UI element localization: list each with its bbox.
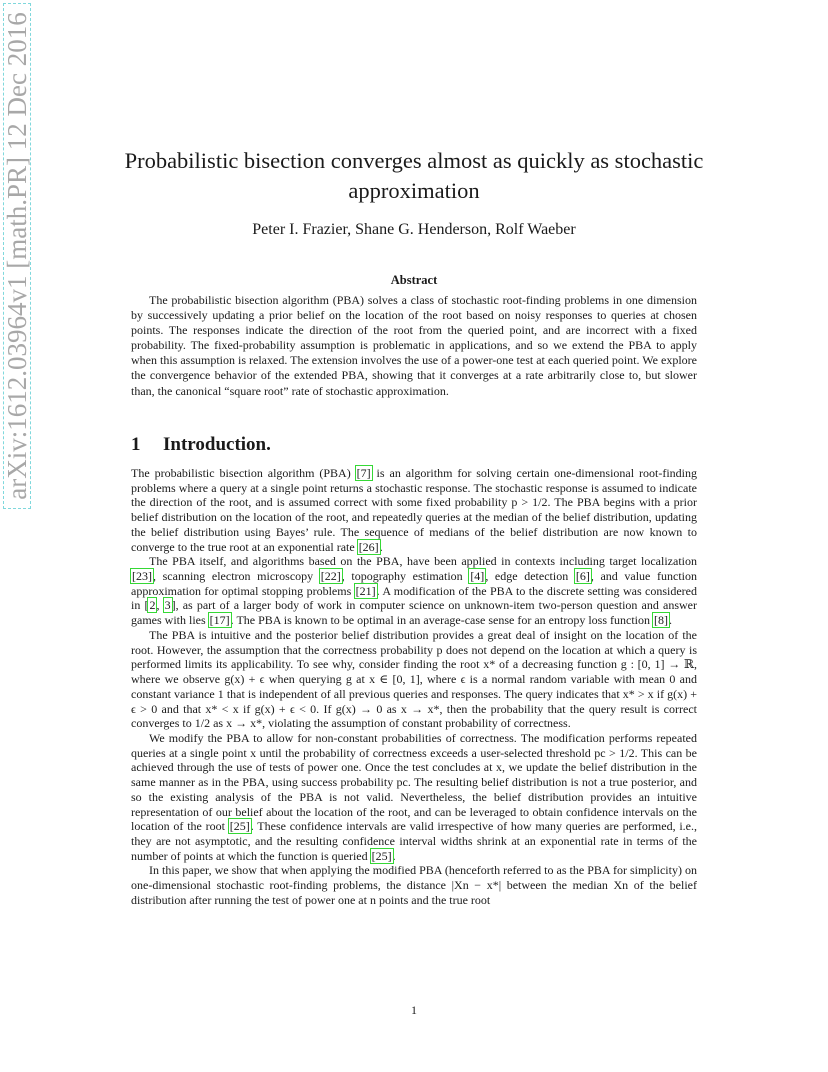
- text-run: , and value function approximation for optimal stopping problems: [131, 569, 697, 598]
- section-title: Introduction.: [163, 434, 271, 455]
- text-run: The PBA itself, and algorithms based on the PBA, have been applied in contexts including target localization: [149, 554, 697, 569]
- text-run: The probabilistic bisection algorithm (PBA): [131, 466, 356, 480]
- citation-link[interactable]: [17]: [209, 613, 230, 628]
- paragraph: The PBA is intuitive and the posterior belief distribution provides a great deal of insight on the location of the root. However, the assumption that the correctness probability p does not depend on the location at which a query is performed limits its applicability. To see why, consider finding the root x* of a decreasing function g : [0, 1] → ℝ, where we observe g(x) + ϵ when querying g at x ∈ [0, 1], where ϵ is a normal random variable with mean 0 and constant variance 1 that is independent of all previous queries and responses. The query indicates that x* > x if g(x) + ϵ > 0 and that x* < x if g(x) + ϵ < 0. If g(x) → 0 as x → x*, then the probability that the query result is correct converges to 1/2 as x → x*, violating the assumption of constant probability of correctness.: [131, 627, 697, 731]
- abstract-heading: Abstract: [390, 273, 438, 287]
- citation-link[interactable]: [23]: [132, 569, 152, 584]
- text-run: . These confidence intervals are valid irrespective of how many queries are performed, i.e., they are not asymptotic, and the resulting confidence interval widths shrink at an exponential rate in terms of the number of points at which the function is queried: [131, 819, 698, 863]
- arxiv-identifier[interactable]: arXiv:1612.03964v1 [math.PR] 12 Dec 2016: [0, 0, 34, 512]
- abstract-text: The probabilistic bisection algorithm (PBA) solves a class of stochastic root-finding problems in one dimension by successively updating a prior belief on the location of the root based on noisy responses to queries at chosen points. The responses indicate the direction of the root from the queried point, and are incorrect with a fixed probability. The fixed-probability assumption is problematic in applications, and so we extend the PBA to apply when this assumption is relaxed. The extension involves the use of a power-one test at each queried point. We explore the convergence behavior of the extended PBA, showing that it converges at a rate arbitrarily close to, but slower than, the canonical “square root” rate of stochastic approximation.: [131, 293, 697, 398]
- text-run: . A modification of the PBA to the discrete setting was considered in [: [131, 583, 697, 613]
- citation-link[interactable]: [4]: [470, 569, 485, 584]
- paragraph: In this paper, we show that when applying the modified PBA (henceforth referred to as the PBA for simplicity) on one-dimensional stochastic root-finding problems, the distance |Xn − x*| between the median Xn of the belief distribution after running the test of power one at n points and the true root: [131, 863, 697, 907]
- citation-link[interactable]: 3: [164, 598, 171, 613]
- text-run: . The PBA is known to be optimal in an average-case sense for an entropy loss function: [230, 613, 654, 628]
- paragraph: [131, 466, 697, 554]
- citation-link[interactable]: [21]: [355, 583, 376, 598]
- citation-link[interactable]: [25]: [371, 848, 392, 863]
- text-run: , edge detection: [485, 569, 575, 584]
- text-run: ,: [156, 598, 164, 613]
- text-run: , topography estimation: [341, 569, 470, 584]
- text-run: We modify the PBA to allow for non-constant probabilities of correctness. The modification performs repeated queries at a single point x until the probability of correctness exceeds a user-selected threshold pc > 1/2. This can be achieved through the use of tests of power one. Once the test concludes at x, we update the belief distribution in the same manner as in the PBA, using success probability pc. The resulting belief distribution is not a true posterior, and so the existing analysis of the PBA is not valid. Nevertheless, the belief distribution provides an intuitive representation of our belief about the location of the root, and can be leveraged to obtain confidence intervals on the location of the root: [131, 730, 697, 834]
- citation-link[interactable]: 2: [149, 598, 156, 613]
- citation-link[interactable]: [7]: [356, 466, 371, 480]
- citation-link[interactable]: [6]: [575, 569, 590, 584]
- text-run: .: [669, 613, 673, 628]
- paragraph: [131, 554, 697, 628]
- paper-authors: Peter I. Frazier, Shane G. Henderson, Rolf Waeber: [252, 221, 576, 238]
- citation-link[interactable]: [8]: [654, 613, 669, 628]
- paragraph: [131, 731, 697, 863]
- section-heading: [131, 434, 271, 456]
- text-run: .: [392, 848, 396, 863]
- text-run: , scanning electron microscopy: [153, 569, 320, 584]
- citation-link[interactable]: [22]: [320, 569, 341, 584]
- citation-link[interactable]: [25]: [229, 819, 250, 834]
- text-run: ], as part of a larger body of work in computer science on unknown-item two-person question and answer games with lies: [131, 598, 697, 628]
- page-number: 1: [411, 1003, 417, 1017]
- section-body: [131, 466, 697, 908]
- text-run: is an algorithm for solving certain one-dimensional root-finding problems where a query at a single point returns a stochastic response. The stochastic response is assumed to indicate the direction of the root, and is assumed correct with some fixed probability p > 1/2. The PBA begins with a prior belief distribution on the location of the root, and repeatedly queries at the median of the belief distribution, updating the belief distribution using Bayes’ rule. The sequence of medians of the belief distribution are now known to converge to the true root at an exponential rate: [131, 466, 697, 554]
- text-run: .: [379, 539, 383, 554]
- citation-link[interactable]: [26]: [358, 539, 379, 554]
- section-number: 1: [131, 434, 141, 455]
- paper-title: Probabilistic bisection converges almost as quickly as stochastic approximation: [124, 148, 704, 203]
